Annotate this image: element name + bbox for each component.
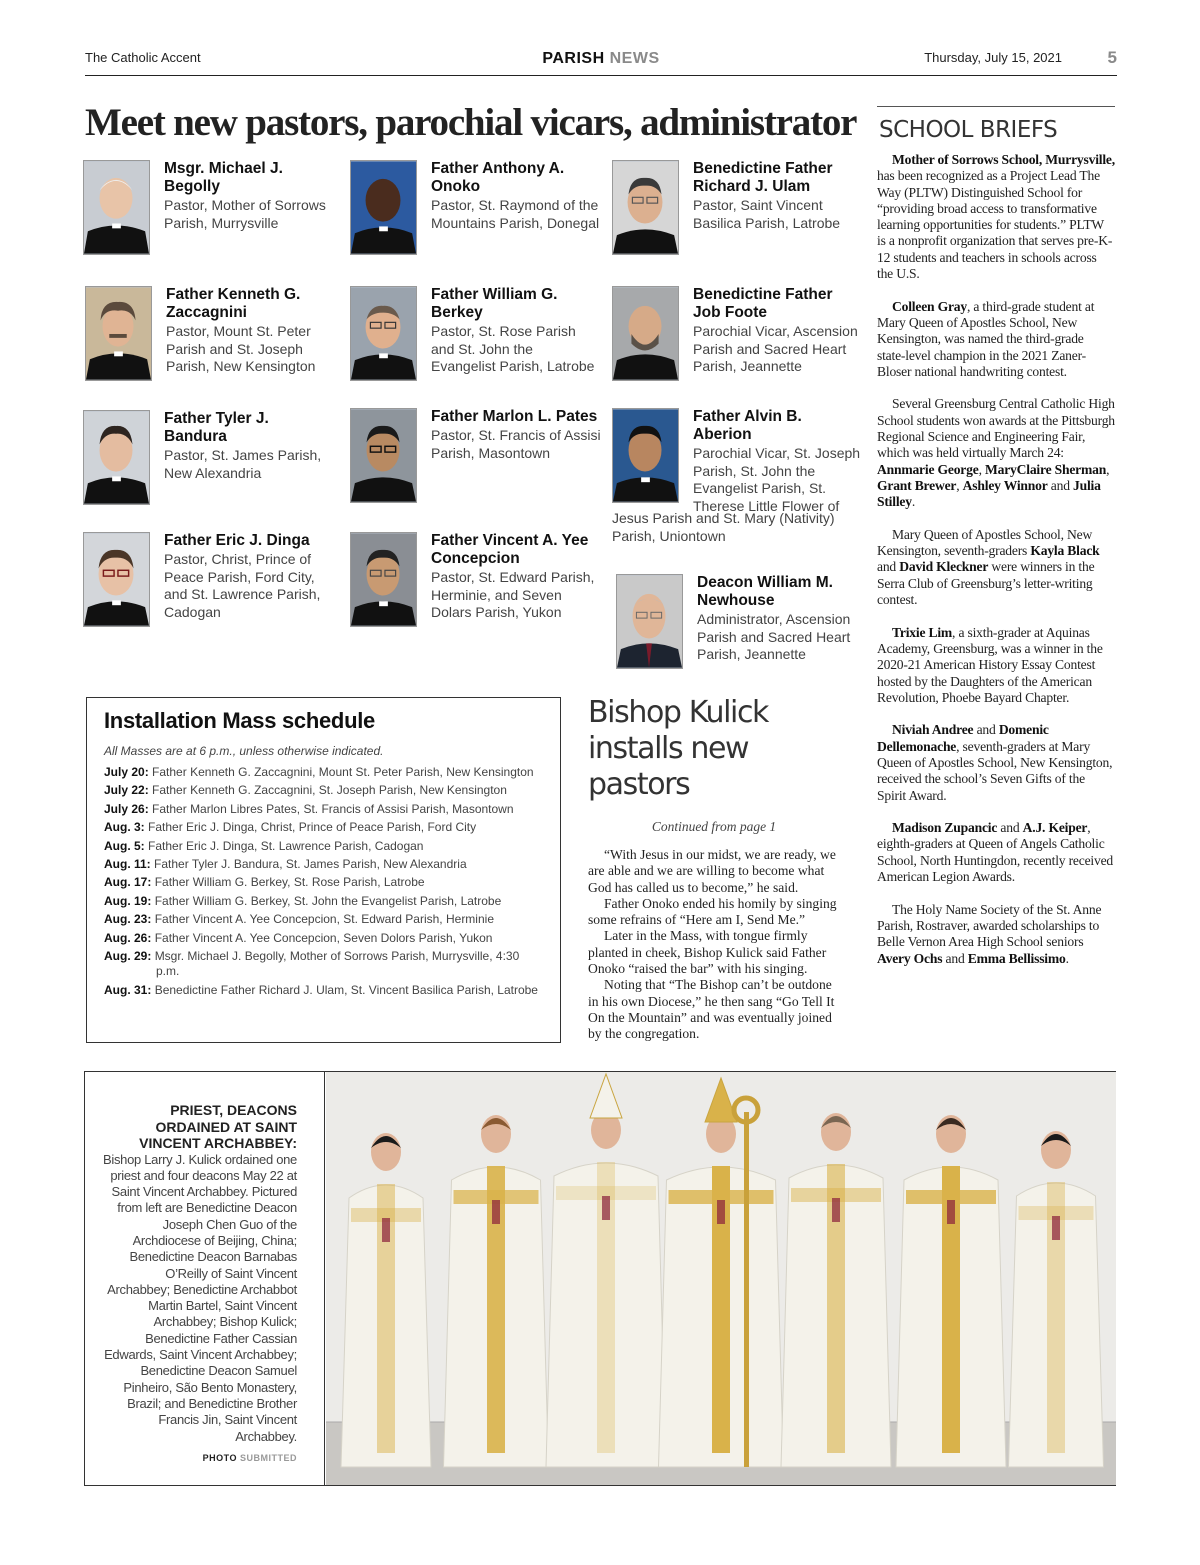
article-paragraph: Father Onoko ended his homily by singing some refrains of “Here am I, Send Me.” <box>588 895 837 928</box>
portrait-photo <box>350 408 417 503</box>
profile-role: Pastor, St. James Parish, New Alexandria <box>164 447 322 481</box>
section-title-bold: PARISH <box>542 50 605 67</box>
brief-item: Several Greensburg Central Catholic High School students won awards at the Pittsburgh Regional Science and Engineering Fair, which was held virtually March 24: Annmarie George, MaryClaire Sherman, Grant Brewer, Ashley Winnor and Julia Stilley. <box>877 396 1115 510</box>
profile-name: Father Anthony A. Onoko <box>431 160 565 195</box>
mass-date: Aug. 26: <box>104 930 152 945</box>
profile-role: Parochial Vicar, St. Joseph Parish, St. John the Evangelist Parish, St. Therese Little Flower of <box>693 445 861 514</box>
ordination-photo-block <box>84 1071 1116 1486</box>
portrait-photo <box>612 160 679 255</box>
portrait-photo <box>612 286 679 381</box>
profile-role: Pastor, Mother of Sorrows Parish, Murrysville <box>164 197 326 231</box>
mass-date: Aug. 17: <box>104 875 152 890</box>
article-title: Bishop Kulick installs new pastors <box>588 695 769 802</box>
publication-name: The Catholic Accent <box>85 50 201 65</box>
brief-item: Colleen Gray, a third-grade student at Mary Queen of Apostles School, New Kensington, was named the third-grade state-level champion in the 2021 Zaner-Bloser national handwriting contest. <box>877 298 1095 379</box>
profile-role: Parochial Vicar, Ascension Parish and Sacred Heart Parish, Jeannette <box>693 323 858 374</box>
profile-name: Father Kenneth G. Zaccagnini <box>166 286 301 321</box>
portrait-photo <box>85 286 152 381</box>
article-paragraph: “With Jesus in our midst, we are ready, we are able and we are willing to become what God has called us to become,” he said. <box>588 847 836 895</box>
issue-date: Thursday, July 15, 2021 <box>924 50 1062 65</box>
mass-date: Aug. 3: <box>104 820 145 835</box>
mass-detail: Benedictine Father Richard J. Ulam, St. Vincent Basilica Parish, Latrobe <box>154 982 538 997</box>
mass-detail: Father Eric J. Dinga, St. Lawrence Parish, Cadogan <box>148 838 424 853</box>
profile-name: Father Marlon L. Pates <box>431 408 598 425</box>
article-paragraph: Noting that “The Bishop can’t be outdone in his own Diocese,” he then sang “Go Tell It On the Mountain” and was eventually joined by the congregation. <box>588 977 835 1042</box>
mass-schedule-entry <box>104 894 543 909</box>
portrait-photo <box>350 286 417 381</box>
profile-role: Pastor, Christ, Prince of Peace Parish, Ford City, and St. Lawrence Parish, Cadogan <box>164 551 321 620</box>
group-photo <box>326 1072 1116 1485</box>
portrait-photo <box>83 160 150 255</box>
profile-name: Msgr. Michael J. Begolly <box>164 160 283 195</box>
mass-date: Aug. 11: <box>104 857 151 872</box>
mass-schedule-entry <box>104 820 543 835</box>
profile-name: Benedictine Father Richard J. Ulam <box>693 160 833 195</box>
mass-date: Aug. 31: <box>104 982 152 997</box>
photo-caption-title: PRIEST, DEACONS ORDAINED AT SAINT VINCENT ARCHABBEY: <box>139 1102 297 1151</box>
school-briefs <box>877 106 1115 983</box>
profile-role: Pastor, St. Rose Parish and St. John the Evangelist Parish, Latrobe <box>431 323 595 374</box>
portrait-photo <box>616 574 683 669</box>
mass-schedule-title: Installation Mass schedule <box>104 708 375 733</box>
mass-date: Aug. 29: <box>104 949 152 964</box>
brief-item: The Holy Name Society of the St. Anne Parish, Rostraver, awarded scholarships to Belle Vernon Area High School seniors Avery Ochs and Emma Bellissimo. <box>877 901 1102 966</box>
mass-schedule-note: All Masses are at 6 p.m., unless otherwise indicated. <box>104 744 384 758</box>
mass-detail: Msgr. Michael J. Begolly, Mother of Sorrows Parish, Murrysville, 4:30 p.m. <box>154 949 520 979</box>
profile-role: Pastor, Saint Vincent Basilica Parish, Latrobe <box>693 197 841 231</box>
mass-schedule-entry <box>104 839 543 854</box>
mass-schedule-list <box>104 765 543 998</box>
school-briefs-title: SCHOOL BRIEFS <box>879 117 1058 143</box>
portrait-photo <box>350 532 417 627</box>
mass-schedule-box <box>86 697 561 1043</box>
profile-name: Father Alvin B. Aberion <box>693 408 802 443</box>
mass-schedule-entry <box>104 857 543 872</box>
brief-item: Mother of Sorrows School, Murrysville, has been recognized as a Project Lead The Way (PLTW) Distinguished School for “providing broad access to transformative learning opportunities for students.” PLTW is a nonprofit organization that serves pre-K-12 students and teachers in schools across the U.S. <box>877 152 1115 282</box>
article-continued-note: Continued from page 1 <box>651 819 777 834</box>
photo-caption-body: Bishop Larry J. Kulick ordained one priest and four deacons May 22 at Saint Vincent Archabbey. Pictured from left are Benedictine Deacon Joseph Chen Guo of the Archdiocese of Beijing, China; Benedictine Deacon Barnabas O’Reilly of Saint Vincent Archabbey; Benedictine Archabbot Martin Bartel, Saint Vincent Archabbey; Bishop Kulick; Benedictine Father Cassian Edwards, Saint Vincent Archabbey; Benedictine Deacon Samuel Pinheiro, São Bento Monastery, Brazil; and Benedictine Brother Francis Jin, Saint Vincent Archabbey. <box>102 1151 297 1444</box>
brief-item: Niviah Andree and Domenic Dellemonache, seventh-graders at Mary Queen of Apostles School, New Kensington, received the school’s Seven Gifts of the Spirit Award. <box>877 722 1113 803</box>
profile-role-continued: Jesus Parish and St. Mary (Nativity) Parish, Uniontown <box>612 510 835 544</box>
main-headline: Meet new pastors, parochial vicars, administrator <box>85 101 857 144</box>
photo-caption <box>85 1072 325 1485</box>
portrait-photo <box>83 532 150 627</box>
section-title-light: NEWS <box>609 50 660 67</box>
mass-detail: Father Tyler J. Bandura, St. James Parish, New Alexandria <box>154 857 467 872</box>
article-bishop-kulick <box>588 695 840 1043</box>
profile-role: Pastor, St. Edward Parish, Herminie, and Seven Dolars Parish, Yukon <box>431 569 595 620</box>
profile-name: Benedictine Father Job Foote <box>693 286 833 321</box>
profile-name: Father Tyler J. Bandura <box>164 410 269 445</box>
mass-detail: Father William G. Berkey, St. John the Evangelist Parish, Latrobe <box>154 893 502 908</box>
mass-detail: Father Kenneth G. Zaccagnini, St. Joseph Parish, New Kensington <box>152 783 507 798</box>
mass-schedule-entry <box>104 802 543 817</box>
mass-detail: Father Kenneth G. Zaccagnini, Mount St. Peter Parish, New Kensington <box>152 765 534 779</box>
brief-item: Madison Zupancic and A.J. Keiper, eighth-graders at Queen of Angels Catholic School, North Huntingdon, recently received American Legion Awards. <box>877 820 1114 885</box>
brief-item: Trixie Lim, a sixth-grader at Aquinas Academy, Greensburg, was a winner in the 2020-21 American History Essay Contest hosted by the Daughters of the American Revolution, Phoebe Bayard Chapter. <box>877 624 1103 705</box>
mass-detail: Father Vincent A. Yee Concepcion, Seven Dolors Parish, Yukon <box>154 930 493 945</box>
mass-schedule-entry <box>104 983 543 998</box>
mass-schedule-entry <box>104 765 543 780</box>
mass-schedule-entry <box>104 783 543 798</box>
profile-name: Father William G. Berkey <box>431 286 558 321</box>
mass-detail: Father Marlon Libres Pates, St. Francis of Assisi Parish, Masontown <box>152 801 514 816</box>
page-header <box>85 48 1117 76</box>
profile-name: Father Eric J. Dinga <box>164 532 310 549</box>
profile-role: Pastor, St. Raymond of the Mountains Parish, Donegal <box>431 197 600 231</box>
profile-name: Deacon William M. Newhouse <box>697 574 833 609</box>
mass-date: July 22: <box>104 783 149 798</box>
mass-detail: Father Vincent A. Yee Concepcion, St. Edward Parish, Herminie <box>154 912 494 927</box>
mass-schedule-entry <box>104 875 543 890</box>
portrait-photo <box>612 408 679 503</box>
profile-name: Father Vincent A. Yee Concepcion <box>431 532 589 567</box>
mass-schedule-entry <box>104 912 543 927</box>
mass-detail: Father William G. Berkey, St. Rose Parish, Latrobe <box>154 875 425 890</box>
brief-item: Mary Queen of Apostles School, New Kensington, seventh-graders Kayla Black and David Kleckner were winners in the Serra Club of Greensburg’s letter-writing contest. <box>877 526 1100 608</box>
mass-schedule-entry <box>104 949 543 980</box>
photo-credit: PHOTO SUBMITTED <box>202 1452 297 1463</box>
page-number: 5 <box>1107 48 1117 67</box>
profile-role: Pastor, St. Francis of Assisi Parish, Masontown <box>431 427 601 461</box>
mass-schedule-entry <box>104 931 543 946</box>
mass-detail: Father Eric J. Dinga, Christ, Prince of Peace Parish, Ford City <box>148 820 477 835</box>
mass-date: Aug. 5: <box>104 838 145 853</box>
portrait-photo <box>350 160 417 255</box>
profile-role: Pastor, Mount St. Peter Parish and St. Joseph Parish, New Kensington <box>166 323 316 374</box>
mass-date: July 20: <box>104 765 149 779</box>
article-paragraph: Later in the Mass, with tongue firmly planted in cheek, Bishop Kulick said Father Onoko “raised the bar” with his singing. <box>588 928 827 977</box>
mass-date: July 26: <box>104 801 149 816</box>
mass-date: Aug. 23: <box>104 912 152 927</box>
mass-date: Aug. 19: <box>104 893 152 908</box>
portrait-photo <box>83 410 150 505</box>
profile-role: Administrator, Ascension Parish and Sacred Heart Parish, Jeannette <box>697 611 851 662</box>
